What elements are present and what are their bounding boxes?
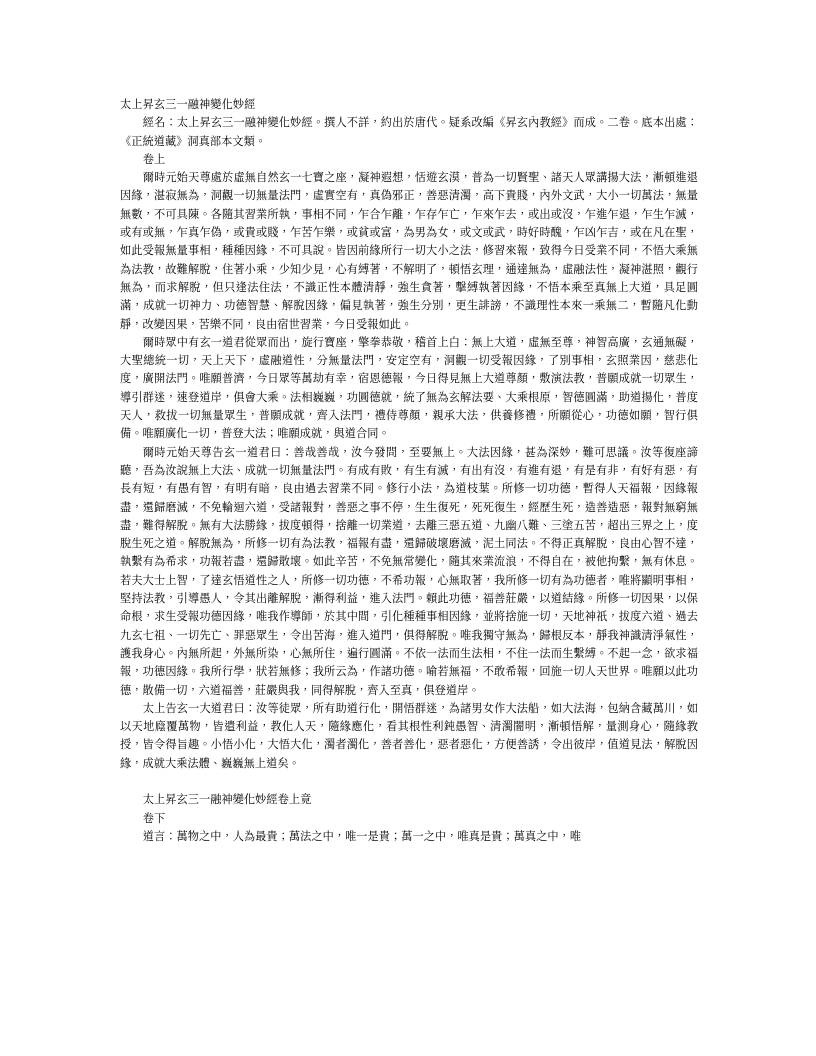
body-paragraph-4: 太上告玄一大道君曰：汝等徒眾，所有助道行化，開悟群迷，為諸男女作大法船，如大法海，包納含藏萬川，如以天地廕覆萬物，皆遣利益，教化人天，隨緣應化，看其根性利鈍愚智、清濁闇明，漸頓悟解，量測身心，隨緣教授，皆令得旨趣。小悟小化，大悟大化，濁者濁化，善者善化，惡者惡化，方便善誘，令出彼岸，值道見法，解脫因緣，成就大乘法體、巍巍無上道矣。	[120, 701, 698, 770]
document-title: 太上昇玄三一融神變化妙經	[120, 98, 256, 111]
heading-scroll-lower: 卷下	[142, 811, 166, 825]
body-paragraph-1: 爾時元始天尊處於虛無自然玄一七寶之座，凝神遐想，恬遊玄漠，普為一切賢聖、諸天人眾講揚大法，漸頓進退因緣，湛寂無為，洞觀一切無量法門，虛實空有，真偽邪正，善惡清濁，高下貴賤，內外文武，大小一切萬法，無量無數，不可具陳。各隨其習業所執，事相不同，乍合乍離，乍存乍亡，乍來乍去，或出或沒，乍進乍退，乍生乍滅，或有或無，乍真乍偽，或貴或賤，乍苦乍樂，或貧或富，為男為女，或文或武，時好時醜，乍凶乍吉，或在凡在聖，如此受報無量事相，種種因緣，不可具說。皆因前緣所行一切大小之法，修習來報，致得今日受業不同，不悟大乘無為法教，故難解脫，住著小乘，少知少見，心有縛著，不解明了，頓悟玄理，通達無為，虛融法性，凝神湛照，觀行無為，而求解脫，但只逢法住法，不識正性本體清靜，強生貪著，擊縛執著因緣，不悟本乘至真無上大道，具足圓滿，成就一切神力、功德智慧、解脫因緣，偏見執著，強生分別，更生誹謗，不識理性本來一乘無二，暫隨凡化動靜，改變因果，苦樂不同，良由宿世習業，今日受報如此。	[120, 171, 698, 331]
body-paragraph-2: 爾時眾中有玄一道君從眾而出，旋行寶座，擎拳恭敬，稽首上白：無上大道，虛無至尊，神智高廣，玄通無礙，大聖總統一切，天上天下，虛融道性，分無量法門，安定空有，洞觀一切受報因緣，了別事相，玄照業因，慈悲化度，廣開法門。唯願普濟，今日眾等萬劫有幸，宿恩德報，今日得見無上大道尊顏，敷演法教，普願成就一切眾生，導引群迷，速登道岸，俱會大乘。法相巍巍，功圓德就，統了無為玄解法要、大乘根原，智德圓滿，助道揚化，普度天人，救拔一切無量眾生，普願成就，齊入法門，禮侍尊顏，親承大法，供養修禮，所願從心，功德如願，智行俱備。唯願廣化一切，普登大法；唯願成就，與道合同。	[120, 335, 698, 441]
text-column	[120, 96, 698, 846]
body-paragraph-5: 道言：萬物之中，人為最貴；萬法之中，唯一是貴；萬一之中，唯真是貴；萬真之中，唯	[142, 829, 582, 843]
colophon-end-line: 太上昇玄三一融神變化妙經卷上竟	[142, 793, 312, 807]
colophon-paragraph: 經名：太上昇玄三一融神變化妙經。撰人不詳，約出於唐代。疑系改編《昇玄內教經》而成。二卷。底本出處：《正統道藏》洞真部本文類。	[120, 116, 698, 148]
heading-scroll-upper: 卷上	[142, 152, 166, 166]
body-paragraph-3: 爾時元始天尊告玄一道君曰：善哉善哉，汝今發問，至要無上。大法因緣，甚為深妙，難可思議。汝等復座諦聽，吾為汝說無上大法、成就一切無量法門。有成有敗，有生有滅，有出有沒，有進有退，有是有非，有好有惡，有長有短，有愚有智，有明有暗，良由過去習業不同。修行小法，為道枝葉。所修一切功德，暫得人天福報，因緣報盡，還歸磨滅，不免輪迴六道，受諸報對，善惡之事不停，生生復死，死死復生，經歷生死，造善造惡，報對無窮無盡，難得解脫。無有大法勝緣，拔度頓得，捨離一切業道，去離三惡五道、九幽八難、三塗五苦，超出三界之上，度脫生死之道。解脫無為，所修一切有為法教，福報有盡，還歸破壞磨滅，泥土同法。不得正真解脫，良由心智不達，執繫有為希求，功報若盡，還歸散壞。如此辛苦，不免無常變化，隨其來業流浪，不得自在，被他拘繫，無有休息。若夫大士上智，了達玄悟道性之人，所修一切功德，不希功報，心無取著，我所修一切有為功德者，唯將顯明事相，堅持法教，引導愚人，令其出離解脫，漸得利益，進入法門。賴此功德，福善莊嚴，以道結緣。所修一切因果，以保命根，求生受報功德因緣，唯我作導師，於其中間，引化種種事相因緣，並將捨施一切，天地神祇，拔度六道、過去九玄七祖、一切先亡、罪惡眾生，令出苦海，進入道門，俱得解脫。唯我獨守無為，歸根反本，靜我神識清淨氣性，護我身心。內無所起，外無所染，心無所住，遍行圓滿。不依一法而生法相，不住一法而生繫縛。不起一念，欲求福報，功德因緣。我所行學，狀若無修；我所云為，作諸功德。喻若無福，不敢希報，回施一切人天世界。唯願以此功德，散備一切，六道福善，莊嚴與我，同得解脫，齊入至真，俱登道岸。	[120, 445, 698, 697]
